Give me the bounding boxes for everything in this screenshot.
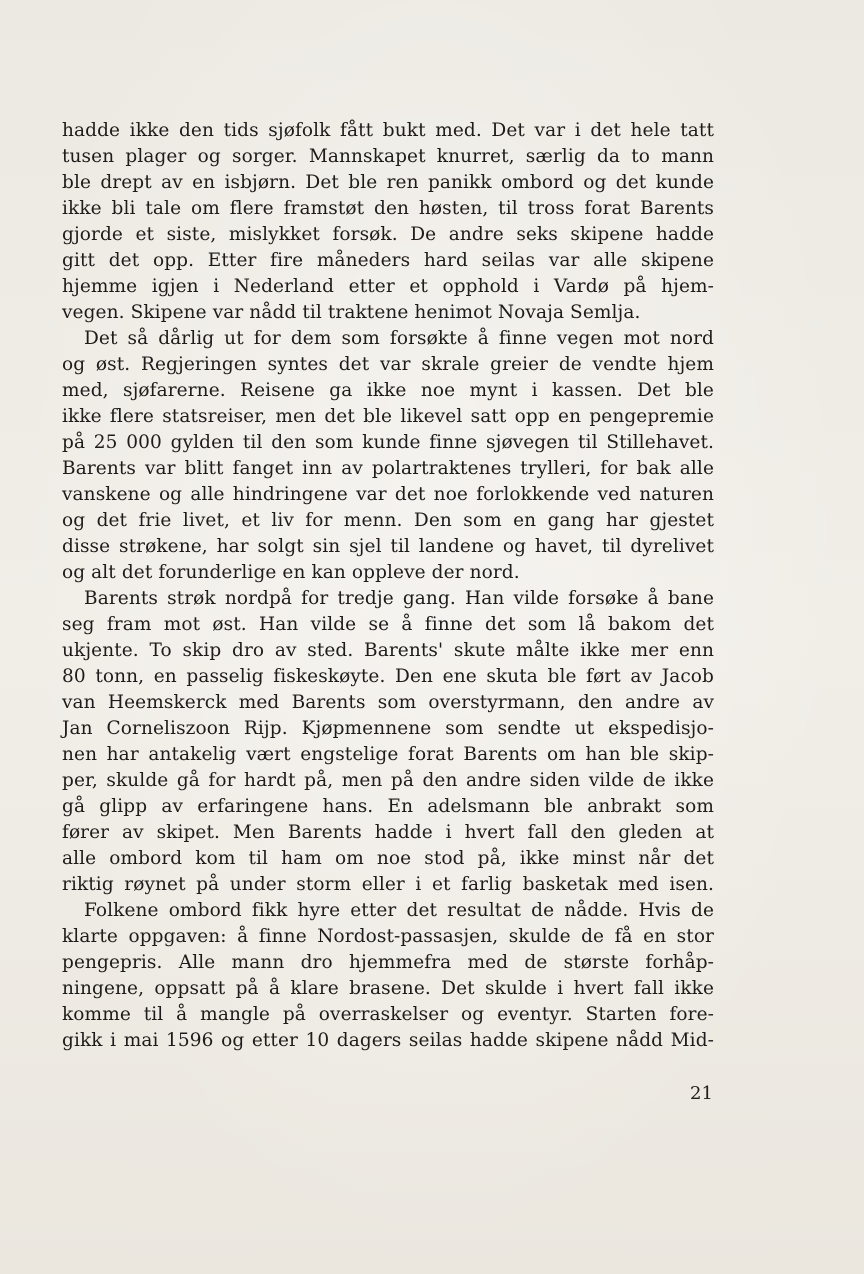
text-line-last: riktig røynet på under storm eller i et farlig basketak med isen. — [62, 874, 714, 895]
text-line: Folkene ombord fikk hyre etter det resultat de nådde. Hvis de — [84, 900, 714, 921]
text-line-last: og alt det forunderlige en kan oppleve der nord. — [62, 562, 520, 583]
text-line: og øst. Regjeringen syntes det var skrale greier de vendte hjem — [62, 354, 714, 375]
text-line: med, sjøfarerne. Reisene ga ikke noe mynt i kassen. Det ble — [62, 380, 714, 401]
text-line: fører av skipet. Men Barents hadde i hvert fall den gleden at — [62, 822, 714, 843]
text-line: seg fram mot øst. Han vilde se å finne det som lå bakom det — [62, 614, 714, 635]
text-line: Jan Corneliszoon Rijp. Kjøpmennene som sendte ut ekspedisjo- — [62, 718, 714, 739]
text-line: gitt det opp. Etter fire måneders hard seilas var alle skipene — [62, 250, 714, 271]
text-line: ikke bli tale om flere framstøt den høsten, til tross forat Barents — [62, 198, 714, 219]
text-line: hadde ikke den tids sjøfolk fått bukt med. Det var i det hele tatt — [62, 120, 714, 141]
paragraph-4 — [62, 898, 714, 1054]
text-line: alle ombord kom til ham om noe stod på, ikke minst når det — [62, 848, 714, 869]
text-line: komme til å mangle på overraskelser og eventyr. Starten fore- — [62, 1004, 714, 1025]
text-line: nen har antakelig vært engstelige forat Barents om han ble skip- — [62, 744, 714, 765]
text-line: ble drept av en isbjørn. Det ble ren panikk ombord og det kunde — [62, 172, 714, 193]
text-line: disse strøkene, har solgt sin sjel til landene og havet, til dyrelivet — [62, 536, 714, 557]
text-line: hjemme igjen i Nederland etter et opphold i Vardø på hjem- — [62, 276, 714, 297]
text-line: 80 tonn, en passelig fiskeskøyte. Den ene skuta ble ført av Jacob — [62, 666, 714, 687]
text-line: vanskene og alle hindringene var det noe forlokkende ved naturen — [62, 484, 714, 505]
paragraph-2 — [62, 326, 714, 586]
text-line: gjorde et siste, mislykket forsøk. De andre seks skipene hadde — [62, 224, 714, 245]
text-line-last: vegen. Skipene var nådd til traktene henimot Novaja Semlja. — [62, 302, 641, 323]
text-line: van Heemskerck med Barents som overstyrmann, den andre av — [62, 692, 714, 713]
paragraph-1 — [62, 118, 714, 326]
paragraph-3 — [62, 586, 714, 898]
text-line: Barents var blitt fanget inn av polartraktenes trylleri, for bak alle — [62, 458, 714, 479]
text-line: pengepris. Alle mann dro hjemmefra med de største forhåp- — [62, 952, 714, 973]
text-line: Barents strøk nordpå for tredje gang. Han vilde forsøke å bane — [84, 588, 714, 609]
page-number: 21 — [690, 1083, 713, 1104]
text-line: ikke flere statsreiser, men det ble likevel satt opp en pengepremie — [62, 406, 714, 427]
text-line: og det frie livet, et liv for menn. Den som en gang har gjestet — [62, 510, 714, 531]
text-line: gå glipp av erfaringene hans. En adelsmann ble anbrakt som — [62, 796, 714, 817]
text-line: ningene, oppsatt på å klare brasene. Det skulde i hvert fall ikke — [62, 978, 714, 999]
text-line: på 25 000 gylden til den som kunde finne sjøvegen til Stillehavet. — [62, 432, 714, 453]
text-line: Det så dårlig ut for dem som forsøkte å finne vegen mot nord — [84, 328, 714, 349]
text-line: per, skulde gå for hardt på, men på den andre siden vilde de ikke — [62, 770, 714, 791]
text-line: ukjente. To skip dro av sted. Barents' skute målte ikke mer enn — [62, 640, 714, 661]
text-line-last: gikk i mai 1596 og etter 10 dagers seilas hadde skipene nådd Mid- — [62, 1030, 714, 1051]
text-line: tusen plager og sorger. Mannskapet knurret, særlig da to mann — [62, 146, 714, 167]
text-line: klarte oppgaven: å finne Nordost-passasjen, skulde de få en stor — [62, 926, 714, 947]
body-text — [62, 118, 714, 1054]
